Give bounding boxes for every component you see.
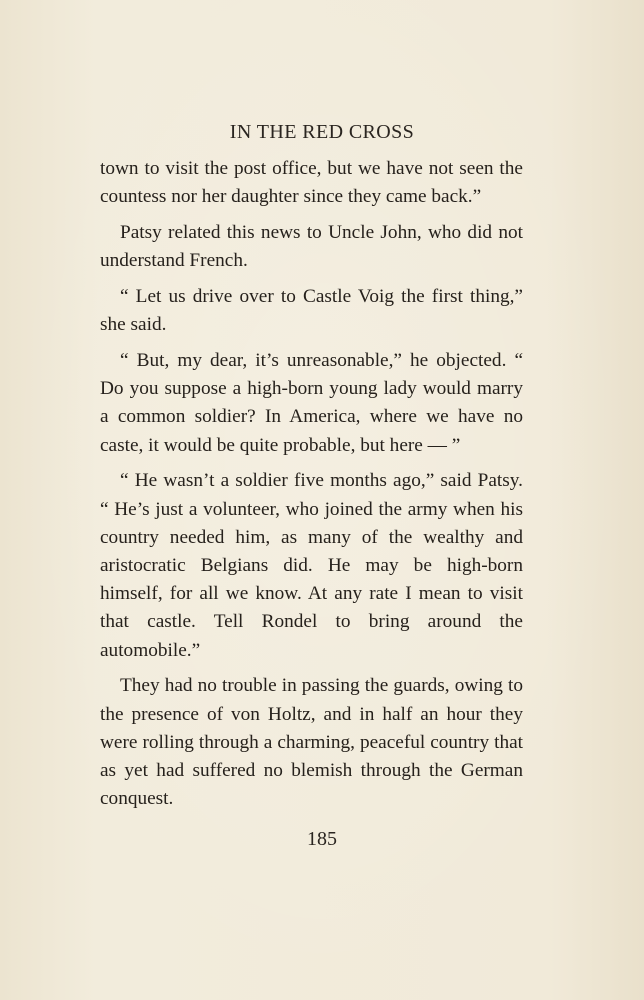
running-head: IN THE RED CROSS xyxy=(229,121,415,143)
paragraph: “ But, my dear, it’s unreasonable,” he objected. “ Do you suppose a high-born young lady would marry a common soldier? In America, where we have no caste, it would be quite probable, but here — ” xyxy=(100,350,523,456)
page-number: 185 xyxy=(307,828,337,850)
paragraph: Patsy related this news to Uncle John, who did not understand French. xyxy=(100,222,523,272)
paragraph-continuation: town to visit the post office, but we have not seen the countess nor her daughter since they came back.” xyxy=(100,158,523,208)
paragraph: “ Let us drive over to Castle Voig the first thing,” she said. xyxy=(100,286,523,336)
body-text xyxy=(100,155,523,813)
paragraph: They had no trouble in passing the guards, owing to the presence of von Holtz, and in half an hour they were rolling through a charming, peaceful country that as yet had suffered no blemish through the German conquest. xyxy=(100,675,523,810)
paragraph: “ He wasn’t a soldier five months ago,” said Patsy. “ He’s just a volunteer, who joined the army when his country needed him, as many of the wealthy and aristocratic Belgians did. He may be high-born himself, for all we know. At any rate I mean to visit that castle. Tell Rondel to bring around the automobile.” xyxy=(100,470,523,661)
